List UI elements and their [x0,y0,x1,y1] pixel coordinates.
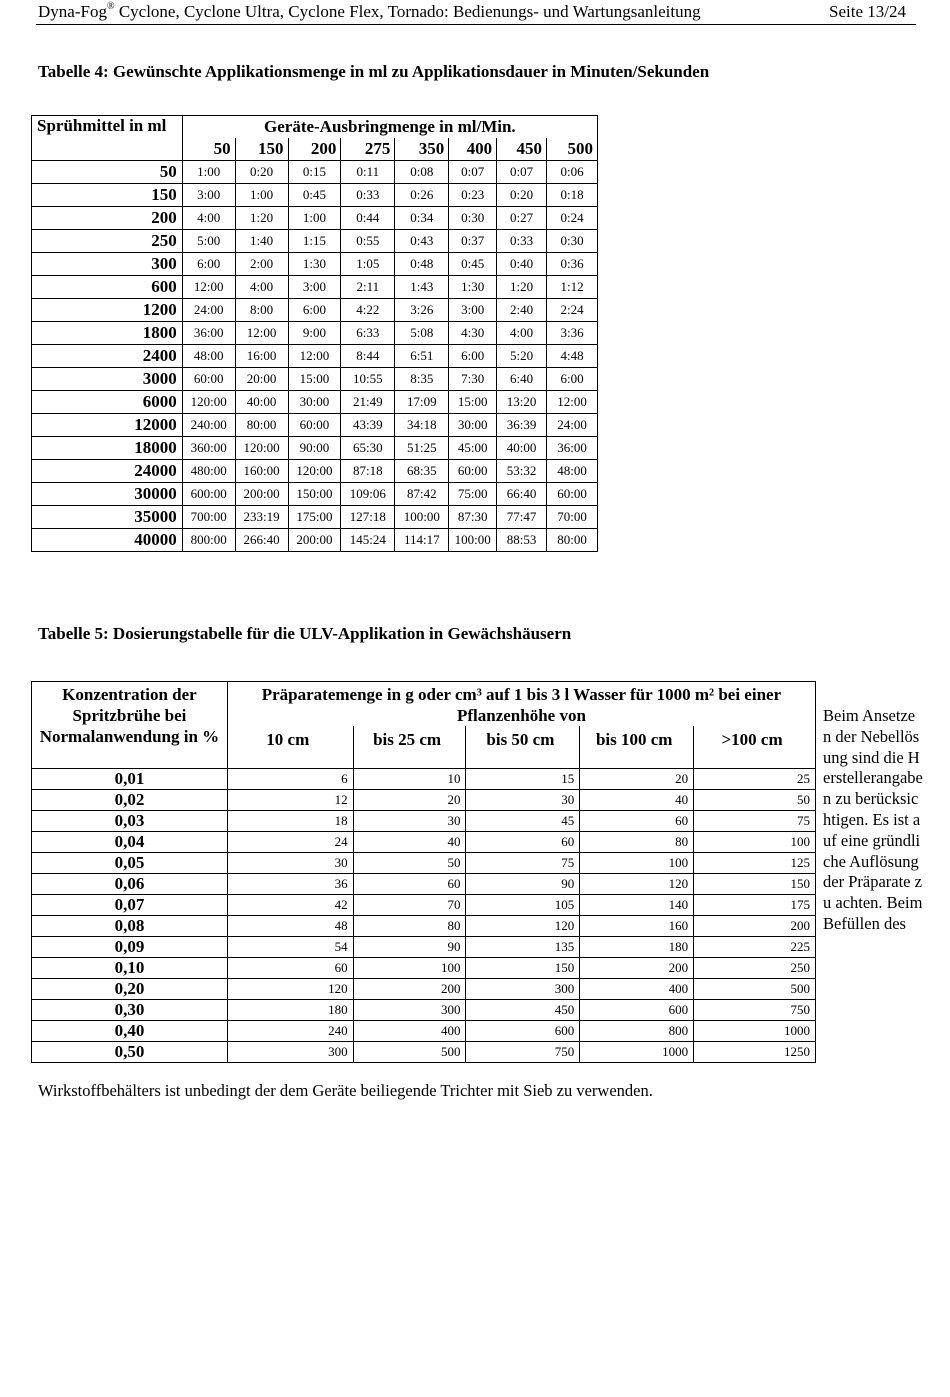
table4-column-header: 500 [547,138,598,161]
table-row [32,895,816,916]
bottom-note: Wirkstoffbehälters ist unbedingt der dem Geräte beiliegende Trichter mit Sieb zu verwenden. [38,1081,653,1100]
table-cell: 0:20 [497,184,547,207]
table-cell: 1:40 [235,230,288,253]
table-cell: 36:00 [182,322,235,345]
table-cell: 4:00 [235,276,288,299]
table4-row-label: 250 [32,230,183,253]
table-cell: 12:00 [182,276,235,299]
table-cell: 80:00 [547,529,598,552]
table-cell: 3:00 [288,276,341,299]
table5-row-label: 0,09 [32,937,228,958]
table-row [32,368,598,391]
table-cell: 75 [694,811,816,832]
table5-row-label: 0,01 [32,769,228,790]
table-cell: 30 [227,853,353,874]
table5-row-label: 0,07 [32,895,228,916]
table-cell: 42 [227,895,353,916]
table-cell: 40:00 [235,391,288,414]
table-cell: 100:00 [449,529,497,552]
table-cell: 60 [353,874,466,895]
table-cell: 6:00 [449,345,497,368]
table-cell: 1:05 [341,253,395,276]
table-cell: 1250 [694,1042,816,1063]
table-cell: 60 [227,958,353,979]
table-cell: 10:55 [341,368,395,391]
table-row [32,769,816,790]
table-cell: 135 [466,937,580,958]
table-cell: 0:44 [341,207,395,230]
table-cell: 77:47 [497,506,547,529]
table4-column-header: 275 [341,138,395,161]
table-cell: 1:30 [288,253,341,276]
table-cell: 16:00 [235,345,288,368]
table4-group-header: Geräte-Ausbringmenge in ml/Min. [182,116,597,139]
table-cell: 200:00 [235,483,288,506]
table-cell: 3:26 [395,299,449,322]
table-cell: 100 [580,853,694,874]
table-cell: 2:40 [497,299,547,322]
table-cell: 90 [353,937,466,958]
table5-row-label: 0,04 [32,832,228,853]
table-cell: 12 [227,790,353,811]
table-row [32,460,598,483]
table4-column-header: 400 [449,138,497,161]
table-cell: 66:40 [497,483,547,506]
table-cell: 0:20 [235,161,288,184]
table-cell: 0:45 [288,184,341,207]
table-cell: 10 [353,769,466,790]
table5-row-label: 0,05 [32,853,228,874]
table-cell: 233:19 [235,506,288,529]
table5-column-header: bis 50 cm [466,726,580,769]
table4 [31,115,598,552]
table5-column-header: 10 cm [227,726,353,769]
table-cell: 0:33 [341,184,395,207]
table-cell: 48:00 [182,345,235,368]
table-cell: 140 [580,895,694,916]
table-cell: 120 [580,874,694,895]
side-note: Beim Ansetzen der Nebellösung sind die Herstellerangaben zu berücksichtigen. Es ist auf eine gründliche Auflösung der Präparate zu achten. Beim Befüllen des [823,706,923,933]
table-cell: 24:00 [547,414,598,437]
table-cell: 500 [353,1042,466,1063]
table4-column-header: 150 [235,138,288,161]
table-cell: 17:09 [395,391,449,414]
table-cell: 60 [466,832,580,853]
table-cell: 0:33 [497,230,547,253]
table-row [32,483,598,506]
table-cell: 60:00 [182,368,235,391]
table-cell: 1:20 [235,207,288,230]
table-row [32,1021,816,1042]
table-cell: 0:55 [341,230,395,253]
table5-row-label: 0,20 [32,979,228,1000]
table-cell: 180 [580,937,694,958]
table-cell: 300 [466,979,580,1000]
table-cell: 0:43 [395,230,449,253]
table-cell: 127:18 [341,506,395,529]
table-cell: 1:20 [497,276,547,299]
table-cell: 145:24 [341,529,395,552]
table-cell: 109:06 [341,483,395,506]
table-cell: 100 [694,832,816,853]
table-cell: 6:33 [341,322,395,345]
table-cell: 4:48 [547,345,598,368]
table4-column-header: 450 [497,138,547,161]
table-cell: 600:00 [182,483,235,506]
table-cell: 0:40 [497,253,547,276]
table-cell: 600 [580,1000,694,1021]
table-cell: 400 [353,1021,466,1042]
table-cell: 120:00 [182,391,235,414]
page-number: Seite 13/24 [829,2,906,21]
table-row [32,391,598,414]
table-cell: 480:00 [182,460,235,483]
table-cell: 8:00 [235,299,288,322]
table5 [31,681,816,1063]
table-row [32,529,598,552]
table-cell: 400 [580,979,694,1000]
table-cell: 6:00 [288,299,341,322]
table-row [32,790,816,811]
table-cell: 51:25 [395,437,449,460]
table-row [32,276,598,299]
table-cell: 60 [580,811,694,832]
table-cell: 100 [353,958,466,979]
table-cell: 30:00 [288,391,341,414]
table-cell: 18 [227,811,353,832]
table-row [32,1000,816,1021]
table-cell: 75 [466,853,580,874]
table-cell: 6:51 [395,345,449,368]
table4-row-label: 24000 [32,460,183,483]
table-cell: 25 [694,769,816,790]
table-row [32,506,598,529]
table-cell: 87:18 [341,460,395,483]
table-row [32,299,598,322]
table-cell: 30 [353,811,466,832]
table-cell: 6:00 [182,253,235,276]
table-cell: 3:00 [182,184,235,207]
table-cell: 1:30 [449,276,497,299]
table-row [32,230,598,253]
table-cell: 0:30 [547,230,598,253]
table-cell: 48 [227,916,353,937]
table-cell: 60:00 [449,460,497,483]
table-cell: 5:00 [182,230,235,253]
table4-row-label: 50 [32,161,183,184]
table-cell: 175 [694,895,816,916]
table-cell: 1000 [694,1021,816,1042]
table-cell: 36:00 [547,437,598,460]
table-cell: 2:00 [235,253,288,276]
table-row [32,937,816,958]
table-cell: 1000 [580,1042,694,1063]
table-cell: 0:23 [449,184,497,207]
table-cell: 65:30 [341,437,395,460]
table-cell: 6:00 [547,368,598,391]
document-title: Dyna-Fog® Cyclone, Cyclone Ultra, Cyclone Flex, Tornado: Bedienungs- und Wartungsanleitung [38,1,701,21]
table-cell: 80 [580,832,694,853]
table-cell: 180 [227,1000,353,1021]
table4-row-label: 300 [32,253,183,276]
table-cell: 0:34 [395,207,449,230]
table5-row-label: 0,08 [32,916,228,937]
table-cell: 8:44 [341,345,395,368]
table-cell: 20:00 [235,368,288,391]
table-cell: 34:18 [395,414,449,437]
table-cell: 1:15 [288,230,341,253]
table-cell: 50 [694,790,816,811]
table4-column-header: 350 [395,138,449,161]
table-cell: 90 [466,874,580,895]
table-cell: 300 [353,1000,466,1021]
table-cell: 750 [694,1000,816,1021]
table-cell: 200 [580,958,694,979]
table-cell: 250 [694,958,816,979]
table4-row-label: 1800 [32,322,183,345]
table-cell: 4:00 [182,207,235,230]
table-cell: 40:00 [497,437,547,460]
table-cell: 750 [466,1042,580,1063]
table-cell: 13:20 [497,391,547,414]
table5-column-header: bis 25 cm [353,726,466,769]
table-row [32,184,598,207]
table-cell: 0:07 [497,161,547,184]
table-cell: 15 [466,769,580,790]
table-cell: 90:00 [288,437,341,460]
table-cell: 3:36 [547,322,598,345]
table-row [32,853,816,874]
table-cell: 54 [227,937,353,958]
table-cell: 114:17 [395,529,449,552]
table-cell: 9:00 [288,322,341,345]
table-cell: 7:30 [449,368,497,391]
table-cell: 160 [580,916,694,937]
table-cell: 1:00 [288,207,341,230]
table-cell: 88:53 [497,529,547,552]
table-cell: 6 [227,769,353,790]
table5-row-header: Konzentration der Spritzbrühe bei Normalanwendung in % [32,682,228,769]
table-cell: 60:00 [547,483,598,506]
table-cell: 12:00 [235,322,288,345]
table4-column-header: 50 [182,138,235,161]
table5-column-header: >100 cm [694,726,816,769]
table-cell: 5:08 [395,322,449,345]
table-cell: 4:22 [341,299,395,322]
table5-row-label: 0,50 [32,1042,228,1063]
table-cell: 0:15 [288,161,341,184]
table4-row-label: 12000 [32,414,183,437]
table-row [32,345,598,368]
table-cell: 21:49 [341,391,395,414]
table5-row-label: 0,30 [32,1000,228,1021]
table-cell: 0:30 [449,207,497,230]
table-row [32,1042,816,1063]
table-cell: 1:12 [547,276,598,299]
table-cell: 800:00 [182,529,235,552]
table-cell: 36:39 [497,414,547,437]
table5-group-header: Präparatemenge in g oder cm³ auf 1 bis 3 l Wasser für 1000 m² bei einer Pflanzenhöhe von [227,682,815,727]
table-cell: 87:42 [395,483,449,506]
table4-row-label: 150 [32,184,183,207]
table-cell: 0:37 [449,230,497,253]
table-cell: 200 [694,916,816,937]
table-cell: 50 [353,853,466,874]
table-cell: 266:40 [235,529,288,552]
table4-row-label: 200 [32,207,183,230]
table-cell: 0:18 [547,184,598,207]
table-cell: 15:00 [449,391,497,414]
table-cell: 160:00 [235,460,288,483]
table-cell: 70 [353,895,466,916]
table4-row-label: 35000 [32,506,183,529]
table-cell: 40 [353,832,466,853]
table4-row-header: Sprühmittel in ml [32,116,183,161]
table4-row-label: 18000 [32,437,183,460]
table-cell: 45:00 [449,437,497,460]
table-cell: 150 [694,874,816,895]
table-cell: 240:00 [182,414,235,437]
table-cell: 24 [227,832,353,853]
table-cell: 0:26 [395,184,449,207]
table-cell: 800 [580,1021,694,1042]
page-header [36,0,916,25]
table-cell: 80:00 [235,414,288,437]
table-cell: 4:00 [497,322,547,345]
table4-row-label: 1200 [32,299,183,322]
table-cell: 0:07 [449,161,497,184]
table-row [32,414,598,437]
table-row [32,874,816,895]
table-cell: 150:00 [288,483,341,506]
table-cell: 120:00 [235,437,288,460]
table4-row-label: 30000 [32,483,183,506]
table-cell: 60:00 [288,414,341,437]
table-cell: 150 [466,958,580,979]
table-cell: 8:35 [395,368,449,391]
table-row [32,161,598,184]
table-cell: 80 [353,916,466,937]
table-cell: 1:00 [182,161,235,184]
table-cell: 6:40 [497,368,547,391]
table5-row-label: 0,10 [32,958,228,979]
table-cell: 5:20 [497,345,547,368]
table-row [32,979,816,1000]
table-cell: 24:00 [182,299,235,322]
table-cell: 30 [466,790,580,811]
table-cell: 120:00 [288,460,341,483]
table-cell: 0:36 [547,253,598,276]
table-cell: 40 [580,790,694,811]
table-cell: 48:00 [547,460,598,483]
table4-row-label: 3000 [32,368,183,391]
table4-caption: Tabelle 4: Gewünschte Applikationsmenge in ml zu Applikationsdauer in Minuten/Sekunden [38,62,710,81]
table-cell: 0:27 [497,207,547,230]
table-cell: 360:00 [182,437,235,460]
table-row [32,832,816,853]
table-row [32,916,816,937]
table-cell: 1:43 [395,276,449,299]
table-cell: 105 [466,895,580,916]
table5-row-label: 0,40 [32,1021,228,1042]
table-cell: 53:32 [497,460,547,483]
table5-caption: Tabelle 5: Dosierungstabelle für die ULV-Applikation in Gewächshäusern [38,624,572,643]
table-cell: 45 [466,811,580,832]
table-cell: 175:00 [288,506,341,529]
table5-row-label: 0,02 [32,790,228,811]
table-cell: 100:00 [395,506,449,529]
table-cell: 1:00 [235,184,288,207]
table-row [32,253,598,276]
table-row [32,958,816,979]
table4-column-header: 200 [288,138,341,161]
table-cell: 0:08 [395,161,449,184]
table4-row-label: 2400 [32,345,183,368]
table4-row-label: 40000 [32,529,183,552]
table5-row-label: 0,03 [32,811,228,832]
table-cell: 500 [694,979,816,1000]
table4-row-label: 600 [32,276,183,299]
table-cell: 87:30 [449,506,497,529]
table-cell: 20 [580,769,694,790]
table-cell: 43:39 [341,414,395,437]
table-cell: 12:00 [288,345,341,368]
table4-row-label: 6000 [32,391,183,414]
table-cell: 12:00 [547,391,598,414]
table-cell: 120 [227,979,353,1000]
table-cell: 200:00 [288,529,341,552]
table-cell: 68:35 [395,460,449,483]
table-cell: 240 [227,1021,353,1042]
table-cell: 0:48 [395,253,449,276]
table-cell: 120 [466,916,580,937]
table-row [32,322,598,345]
table-cell: 36 [227,874,353,895]
table-cell: 4:30 [449,322,497,345]
table-cell: 0:24 [547,207,598,230]
table-row [32,207,598,230]
table-cell: 70:00 [547,506,598,529]
table-cell: 700:00 [182,506,235,529]
table-cell: 0:45 [449,253,497,276]
table-cell: 2:11 [341,276,395,299]
table-cell: 125 [694,853,816,874]
table-cell: 225 [694,937,816,958]
table-cell: 300 [227,1042,353,1063]
table-cell: 0:11 [341,161,395,184]
table-row [32,437,598,460]
table-cell: 75:00 [449,483,497,506]
registered-mark: ® [106,1,115,12]
table-cell: 15:00 [288,368,341,391]
table-cell: 600 [466,1021,580,1042]
table-cell: 3:00 [449,299,497,322]
table-cell: 0:06 [547,161,598,184]
table-cell: 200 [353,979,466,1000]
table-cell: 2:24 [547,299,598,322]
table-cell: 30:00 [449,414,497,437]
table-cell: 20 [353,790,466,811]
table5-column-header: bis 100 cm [580,726,694,769]
table-cell: 450 [466,1000,580,1021]
table-row [32,811,816,832]
table5-row-label: 0,06 [32,874,228,895]
